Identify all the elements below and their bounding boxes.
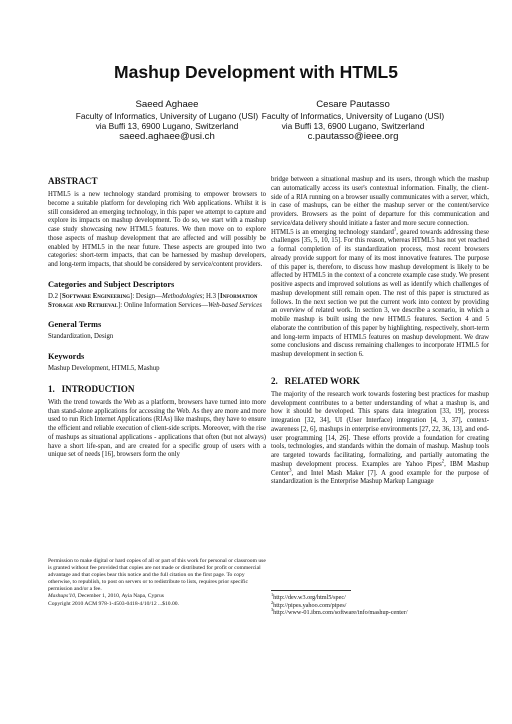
author-name: Cesare Pautasso <box>316 99 390 110</box>
author-email[interactable]: c.pautasso@ieee.org <box>307 130 399 142</box>
copyright-line: Copyright 2010 ACM 978-1-4503-0418-4/10/12 ...$10.00. <box>48 600 179 607</box>
right-column <box>271 176 489 487</box>
paper-title: Mashup Development with HTML5 <box>114 62 398 82</box>
author-address: via Buffi 13, 6900 Lugano, Switzerland <box>95 120 239 131</box>
author-affiliation: Faculty of Informatics, University of Lugano (USI) <box>261 110 445 121</box>
footnote-rule <box>271 590 351 591</box>
keywords-text: Mashup Development, HTML5, Mashup <box>48 365 160 372</box>
author-block <box>233 99 473 142</box>
introduction-heading: 1. INTRODUCTION <box>48 383 135 394</box>
categories-text: D.2 [Software Engineering]: Design—Methodologies; H.3 [Information Storage and Retrieval]: Online Information Services—Web-based Services <box>48 292 262 309</box>
abstract-heading: ABSTRACT <box>48 176 98 186</box>
author-name: Saeed Aghaee <box>135 99 199 110</box>
left-column <box>48 176 266 460</box>
introduction-text: With the trend towards the Web as a platform, browsers have turned into more than stand-alone applications for accessing the Web. As they are more and more used to run Rich Internet Applications (RIAs) like mashups, they have to ensure the efficient and reliable execution of client-side scripts. Moreover, with the rise of mashups as situational applications - applications that often (but not always) have a short life-span, and are created for a specific group of users with a unique set of needs [16], browsers form the only <box>48 398 266 459</box>
footnote[interactable]: $^1$http://dev.w3.org/html5/spec/ <box>271 591 346 601</box>
author-address: via Buffi 13, 6900 Lugano, Switzerland <box>281 120 425 131</box>
intro-continuation: bridge between a situational mashup and its users, through which the mashup can automatically access its user's contextual information. Finally, the client-side of a RIA running on a browser usually communicates with a server, which, in case of mashups, can be either the mashup server or the content/service providers. Browsers as the point of departure for this communication and service/data delivery should initiate a faster and more secure connection. <box>271 176 489 227</box>
footnotes <box>271 590 489 617</box>
author-email[interactable]: saeed.aghaee@usi.ch <box>119 130 215 142</box>
footnote[interactable]: $^2$http://pipes.yahoo.com/pipes/ <box>271 599 347 609</box>
categories-heading: Categories and Subject Descriptors <box>48 279 175 289</box>
permission-text: Permission to make digital or hard copies of all or part of this work for personal or classroom use is granted without fee provided that copies are not made or distributed for profit or commercial advantage and that copies bear this notice and the full citation on the first page. To copy otherwise, to republish, to post on servers or to redistribute to lists, requires prior specific permission and/or a fee. <box>48 558 266 593</box>
related-work-text: The majority of the research work towards fostering best practices for mashup development contributes to a better understanding of what a mashup is, and how it should be developed. This spans data integration [33, 19], process integration [32, 34], UI (User Interface) integration [4, 3, 37], context-awareness [2, 6], mashups in enterprise environments [27, 22, 36, 13], and end-user programming [14, 26]. These efforts provide a foundation for creating tools, technologies, and standards within the domain of mashup. Mashup tools are targeted towards facilitating, formalizing, and partially automating the mashup development process. Examples are Yahoo Pipes$^2$, IBM Mashup Center$^3$, and Intel Mash Maker [7]. A good example for the purpose of standardization is the Enterprise Mashup Markup Language <box>271 390 490 486</box>
permission-notice <box>48 558 266 608</box>
related-work-heading: 2. RELATED WORK <box>271 375 360 386</box>
general-terms-heading: General Terms <box>48 320 102 330</box>
author-affiliation: Faculty of Informatics, University of Lugano (USI) <box>75 110 259 121</box>
footnote[interactable]: $^3$http://www-01.ibm.com/software/info/mashup-center/ <box>271 607 408 617</box>
abstract-text: HTML5 is a new technology standard promising to empower browsers to become a suitable platform for developing rich Web applications. Whilst it is still considered an emerging technology, in this paper we attempt to capture and explore its impacts on mashup development. To do so, we start with a mashup case study showcasing new HTML5 features. We then move on to explore those aspects of mashup development that are affected and will possibly be enabled by HTML5 in the near future. These aspects are grouped into two categories: short-term impacts, that can be harnessed by mashup developers, and long-term impacts, that should be considered by service/content providers. <box>48 191 266 268</box>
intro-paragraph-2: HTML5 is an emerging technology standard$^1$, geared towards addressing these challenges [35, 5, 10, 15]. For this reason, whereas HTML5 has not yet reached a formal completion of its standardization process, most recent browsers already provide support for many of its most innovative features. The purpose of this paper is, therefore, to discuss how mashup development is likely to be affected by HTML5 in the context of a concrete example case study. We present positive aspects and improved solutions as well as identify which challenges of mashup development still remain open. The rest of this paper is structured as follows. In the next section we put the current work into context by providing an overview of related work. In section 3, we describe a scenario, in which a mobile mashup is built using the new HTML5 features. Section 4 and 5 elaborate the contribution of this paper by highlighting, respectively, short-term and long-term impacts of HTML5 features on mashup development. We draw some conclusions and discuss remaining challenges to incorporate HTML5 for mashup development in section 6. <box>271 227 489 358</box>
general-terms-text: Standardization, Design <box>48 333 114 341</box>
venue-line: Mashups'10, December 1, 2010, Ayia Napa, Cyprus <box>48 593 164 600</box>
keywords-heading: Keywords <box>48 352 85 361</box>
